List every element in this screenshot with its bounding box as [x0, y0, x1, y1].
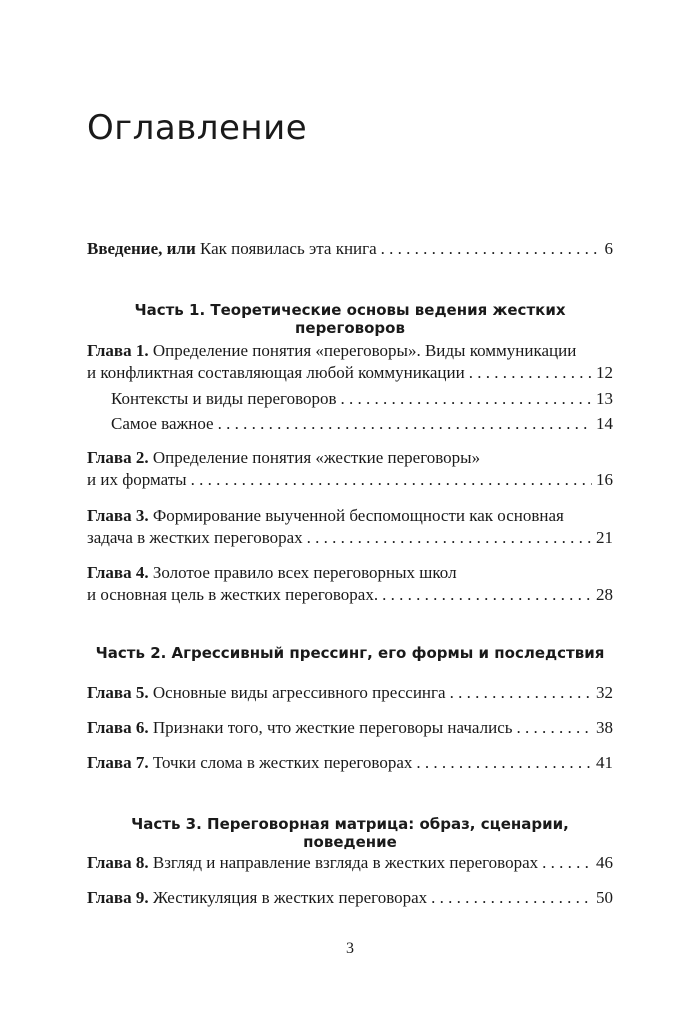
- subsection-contexts[interactable]: [111, 388, 613, 410]
- chapter-title: Жестикуляция в жестких переговорах: [152, 888, 428, 907]
- dot-leader: [542, 852, 592, 874]
- chapter-title: Основные виды агрессивного прессинга: [152, 683, 446, 702]
- intro-title: Как появилась эта книга: [200, 239, 377, 258]
- dot-leader: [450, 682, 592, 704]
- chapter-6[interactable]: [87, 717, 613, 739]
- chapter-label: Глава 9.: [87, 888, 149, 907]
- chapter-1-line2[interactable]: [87, 362, 613, 384]
- chapter-8[interactable]: [87, 852, 613, 874]
- chapter-label: Глава 2.: [87, 448, 149, 467]
- chapter-title: Золотое правило всех переговорных школ: [152, 563, 457, 582]
- chapter-label: Глава 8.: [87, 853, 149, 872]
- chapter-title: Формирование выученной беспомощности как основная: [152, 506, 564, 525]
- page-ref: 32: [596, 683, 613, 702]
- toc-entry-intro[interactable]: [87, 238, 613, 260]
- page-ref: 50: [596, 888, 613, 907]
- subsection-title: Контексты и виды переговоров: [111, 389, 337, 408]
- chapter-title-cont: задача в жестких переговорах: [87, 528, 303, 547]
- chapter-3-line1[interactable]: [87, 505, 613, 527]
- dot-leader: [382, 584, 592, 606]
- page-ref: 14: [596, 414, 613, 433]
- page-ref: 6: [604, 239, 613, 258]
- page-ref: 12: [596, 363, 613, 382]
- page-ref: 28: [596, 585, 613, 604]
- chapter-label: Глава 3.: [87, 506, 149, 525]
- chapter-title-cont: и основная цель в жестких переговорах.: [87, 585, 379, 604]
- chapter-label: Глава 1.: [87, 341, 149, 360]
- chapter-3-line2[interactable]: [87, 527, 613, 549]
- page-ref: 13: [596, 389, 613, 408]
- subsection-title: Самое важное: [111, 414, 214, 433]
- part-heading-3: Часть 3. Переговорная матрица: образ, сценарии, поведение: [131, 815, 569, 851]
- part-heading-2: Часть 2. Агрессивный прессинг, его формы и последствия: [95, 644, 605, 662]
- page-ref: 38: [596, 718, 613, 737]
- chapter-4-line1[interactable]: [87, 562, 613, 584]
- chapter-7[interactable]: [87, 752, 613, 774]
- chapter-1-line1[interactable]: [87, 340, 613, 362]
- dot-leader: [341, 388, 592, 410]
- chapter-title: Признаки того, что жесткие переговоры начались: [152, 718, 513, 737]
- subsection-summary[interactable]: [111, 413, 613, 435]
- dot-leader: [431, 887, 592, 909]
- page-number: 3: [346, 940, 354, 957]
- chapter-label: Глава 7.: [87, 753, 149, 772]
- dot-leader: [517, 717, 593, 739]
- dot-leader: [307, 527, 592, 549]
- chapter-title-cont: и конфликтная составляющая любой коммуникации: [87, 363, 465, 382]
- chapter-title: Точки слома в жестких переговорах: [152, 753, 413, 772]
- chapter-title-cont: и их форматы: [87, 470, 187, 489]
- chapter-5[interactable]: [87, 682, 613, 704]
- chapter-label: Глава 5.: [87, 683, 149, 702]
- page-ref: 21: [596, 528, 613, 547]
- dot-leader: [191, 469, 592, 491]
- chapter-title: Определение понятия «переговоры». Виды коммуникации: [152, 341, 577, 360]
- dot-leader: [416, 752, 592, 774]
- page-ref: 41: [596, 753, 613, 772]
- dot-leader: [218, 413, 592, 435]
- chapter-4-line2[interactable]: [87, 584, 613, 606]
- page-ref: 46: [596, 853, 613, 872]
- page-title: Оглавление: [87, 108, 308, 148]
- dot-leader: [381, 238, 601, 260]
- chapter-9[interactable]: [87, 887, 613, 909]
- chapter-2-line1[interactable]: [87, 447, 613, 469]
- chapter-2-line2[interactable]: [87, 469, 613, 491]
- chapter-title: Взгляд и направление взгляда в жестких переговорах: [152, 853, 539, 872]
- part-heading-1: Часть 1. Теоретические основы ведения жестких переговоров: [134, 301, 566, 337]
- chapter-label: Глава 4.: [87, 563, 149, 582]
- dot-leader: [469, 362, 592, 384]
- chapter-title: Определение понятия «жесткие переговоры»: [152, 448, 481, 467]
- page-ref: 16: [596, 470, 613, 489]
- intro-label: Введение, или: [87, 239, 196, 258]
- chapter-label: Глава 6.: [87, 718, 149, 737]
